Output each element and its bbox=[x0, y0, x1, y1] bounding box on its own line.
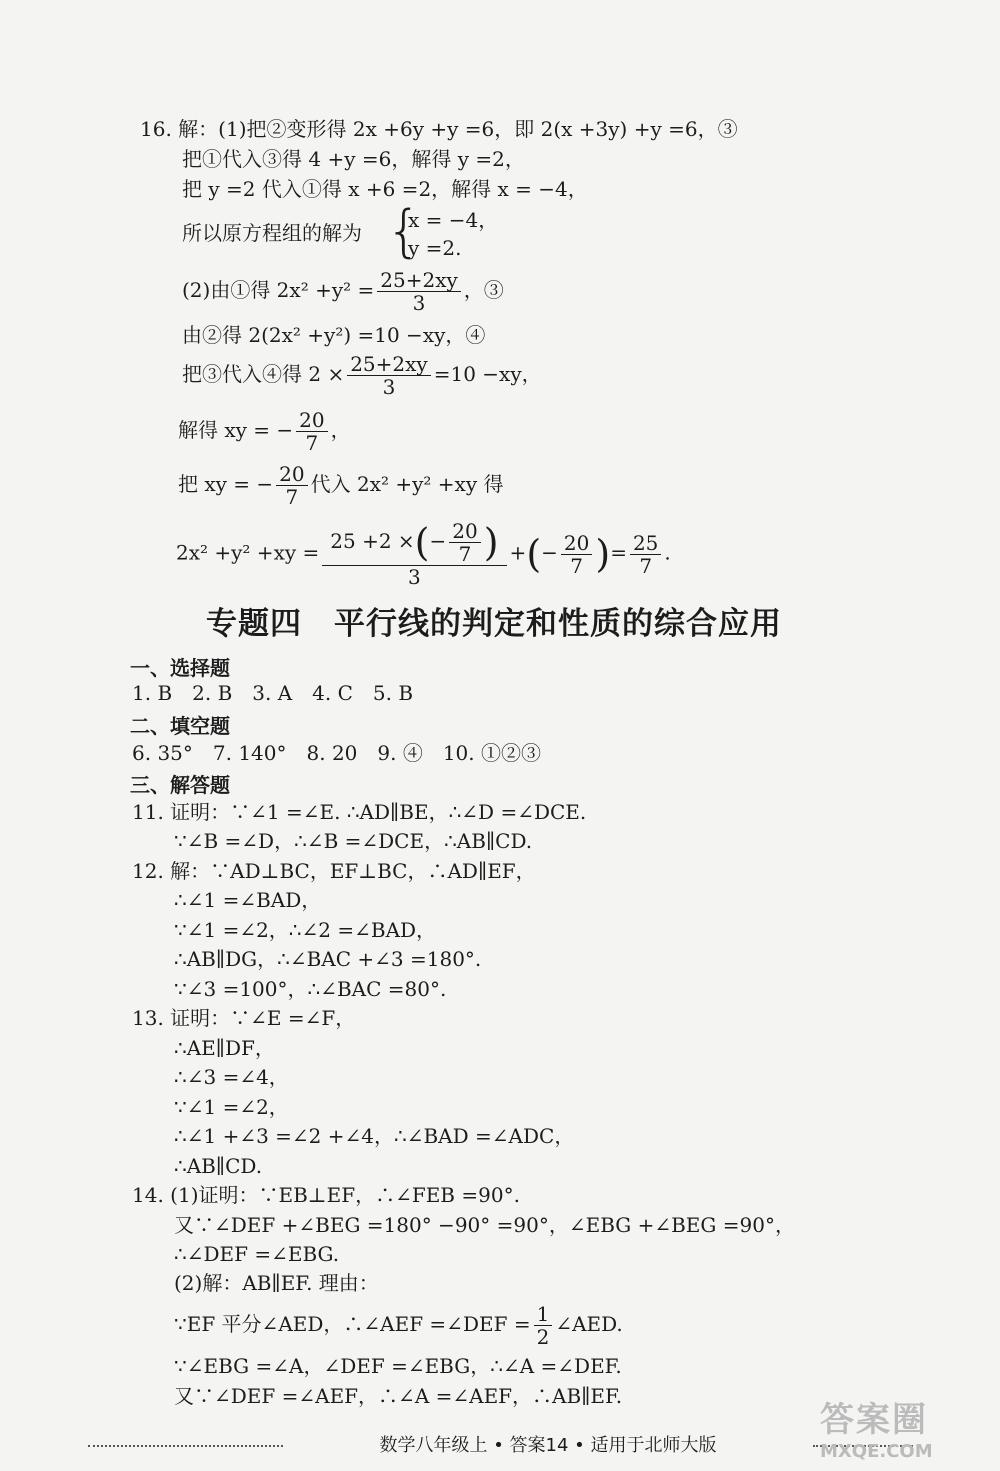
p16-line-8 bbox=[178, 406, 351, 454]
footer-dots-left bbox=[88, 1445, 283, 1447]
p16-line-4-text: 所以原方程组的解为 bbox=[182, 221, 362, 245]
inner-numerator: 20 bbox=[449, 520, 480, 543]
p16-l9-prefix: 把 xy = − bbox=[178, 472, 274, 496]
p16-l5-prefix: (2)由①得 2x² +y² = bbox=[182, 278, 375, 302]
p16-l7-suffix: =10 −xy， bbox=[433, 362, 542, 386]
p13-line-6: ∴AB∥CD. bbox=[174, 1154, 263, 1178]
inner-denominator: 7 bbox=[458, 542, 472, 566]
p16-line-2: 把①代入③得 4 +y =6，解得 y =2， bbox=[182, 147, 525, 171]
numerator: 20 bbox=[561, 532, 592, 555]
p11-line-1: 11. 证明：∵∠1 =∠E. ∴AD∥BE，∴∠D =∠DCE. bbox=[132, 800, 587, 824]
result-fraction bbox=[630, 532, 661, 577]
fraction bbox=[296, 409, 327, 454]
fraction bbox=[534, 1303, 553, 1348]
fraction bbox=[377, 269, 461, 314]
fraction bbox=[347, 353, 431, 398]
p14-line-5 bbox=[174, 1300, 623, 1348]
p16-line-1: 16. 解：(1)把②变形得 2x +6y +y =6，即 2(x +3y) +y =6，③ bbox=[140, 117, 738, 141]
p16-l8-prefix: 解得 xy = − bbox=[178, 418, 294, 442]
numerator: 25 +2 ×(− $\frac{20}{7}$ ) bbox=[322, 520, 506, 566]
big-fraction bbox=[322, 520, 506, 588]
p16-l10-prefix: 2x² +y² +xy = bbox=[176, 540, 320, 565]
denominator: 7 bbox=[285, 485, 299, 509]
p14-line-3: ∴∠DEF =∠EBG. bbox=[174, 1242, 340, 1266]
p16-line-9 bbox=[178, 460, 504, 508]
plus-sign: + bbox=[509, 540, 527, 565]
p12-line-5: ∵∠3 =100°，∴∠BAC =80°. bbox=[174, 977, 447, 1001]
answers-fill: 6. 35° 7. 140° 8. 20 9. ④ 10. ①②③ bbox=[132, 741, 541, 765]
paren-close: ) bbox=[595, 532, 611, 576]
p13-line-5: ∴∠1 +∠3 =∠2 +∠4，∴∠BAD =∠ADC， bbox=[174, 1124, 575, 1148]
num-text: 25 +2 × bbox=[330, 529, 415, 553]
page-footer bbox=[88, 1432, 918, 1460]
period: . bbox=[664, 540, 671, 565]
p16-l5-suffix: ，③ bbox=[463, 278, 504, 302]
numerator: 25 bbox=[630, 532, 661, 555]
p14-l5-suffix: ∠AED. bbox=[555, 1312, 623, 1336]
p12-line-3: ∵∠1 =∠2，∴∠2 =∠BAD， bbox=[174, 918, 437, 942]
p13-line-4: ∵∠1 =∠2， bbox=[174, 1095, 289, 1119]
watermark bbox=[820, 1392, 988, 1466]
p14-l5-prefix: ∵EF 平分∠AED，∴∠AEF =∠DEF = bbox=[174, 1312, 531, 1336]
p16-l9-suffix: 代入 2x² +y² +xy 得 bbox=[310, 472, 504, 496]
answers-choice: 1. B 2. B 3. A 4. C 5. B bbox=[132, 681, 414, 705]
section-title: 专题四 平行线的判定和性质的综合应用 bbox=[206, 606, 782, 642]
p14-line-4: (2)解：AB∥EF. 理由： bbox=[174, 1271, 379, 1295]
p16-line-5 bbox=[182, 266, 504, 314]
footer-text: 数学八年级上 • 答案14 • 适用于北师大版 bbox=[379, 1435, 717, 1456]
p14-line-2: 又∵∠DEF +∠BEG =180° −90° =90°，∠EBG +∠BEG =90°， bbox=[174, 1213, 795, 1237]
p14-line-1: 14. (1)证明：∵EB⊥EF，∴∠FEB =90°. bbox=[132, 1183, 520, 1207]
denominator: 7 bbox=[570, 553, 583, 578]
section-heading-solve: 三、解答题 bbox=[130, 773, 230, 797]
paren-close: ) bbox=[483, 520, 499, 565]
denominator: 7 bbox=[305, 431, 319, 455]
section-heading-fill: 二、填空题 bbox=[130, 714, 230, 738]
denominator: 7 bbox=[639, 553, 653, 578]
paren-open: ( bbox=[414, 520, 430, 565]
equation-system bbox=[386, 199, 706, 266]
fraction bbox=[276, 463, 307, 508]
section-heading-choice: 一、选择题 bbox=[130, 656, 230, 680]
p16-line-3: 把 y =2 代入①得 x +6 =2，解得 x = −4， bbox=[182, 177, 588, 201]
brace-symbol: { bbox=[386, 199, 422, 264]
equals-sign: = bbox=[610, 540, 627, 565]
p14-line-7: 又∵∠DEF =∠AEF，∴∠A =∠AEF，∴AB∥EF. bbox=[174, 1384, 623, 1408]
denominator: 2 bbox=[536, 1325, 550, 1349]
p16-line-4 bbox=[182, 220, 362, 246]
numerator: 1 bbox=[534, 1303, 553, 1326]
p13-line-3: ∴∠3 =∠4， bbox=[174, 1065, 289, 1089]
system-eq-2: y =2. bbox=[408, 236, 462, 260]
watermark-logo: 答案圈 bbox=[820, 1400, 928, 1440]
p14-line-6: ∵∠EBG =∠A，∠DEF =∠EBG，∴∠A =∠DEF. bbox=[174, 1354, 622, 1378]
p16-line-10: 2x² +y² +xy = 25 +2 ×(− $\frac{20}{7}$ ) 3 +(− $\frac{20}{7}$ )= $\frac{25}{7}$ . bbox=[176, 519, 671, 589]
denominator: 3 bbox=[408, 565, 421, 589]
p13-line-1: 13. 证明：∵∠E =∠F， bbox=[132, 1006, 356, 1030]
p16-l8-suffix: ， bbox=[330, 418, 351, 442]
numerator: 20 bbox=[276, 463, 307, 486]
p12-line-4: ∴AB∥DG，∴∠BAC +∠3 =180°. bbox=[174, 947, 482, 971]
p11-line-2: ∵∠B =∠D，∴∠B =∠DCE，∴AB∥CD. bbox=[174, 829, 533, 853]
p13-line-2: ∴AE∥DF， bbox=[174, 1036, 275, 1060]
numerator: 25+2xy bbox=[377, 269, 461, 292]
p12-line-2: ∴∠1 =∠BAD， bbox=[174, 888, 322, 912]
numerator: 25+2xy bbox=[347, 353, 431, 376]
paren-open: ( bbox=[526, 532, 542, 576]
inner-fraction bbox=[449, 520, 480, 565]
denominator: 3 bbox=[382, 375, 396, 399]
denominator: 3 bbox=[412, 291, 426, 315]
watermark-url: MXQE.COM bbox=[820, 1441, 933, 1462]
p16-l7-prefix: 把③代入④得 2 × bbox=[182, 362, 345, 386]
fraction bbox=[561, 532, 592, 577]
system-lines bbox=[408, 206, 498, 262]
system-eq-1: x = −4， bbox=[408, 208, 499, 232]
p16-line-6: 由②得 2(2x² +y²) =10 −xy，④ bbox=[182, 323, 486, 347]
numerator: 20 bbox=[296, 409, 327, 432]
p12-line-1: 12. 解：∵AD⊥BC，EF⊥BC，∴AD∥EF， bbox=[132, 859, 536, 883]
p16-line-7 bbox=[182, 350, 542, 398]
